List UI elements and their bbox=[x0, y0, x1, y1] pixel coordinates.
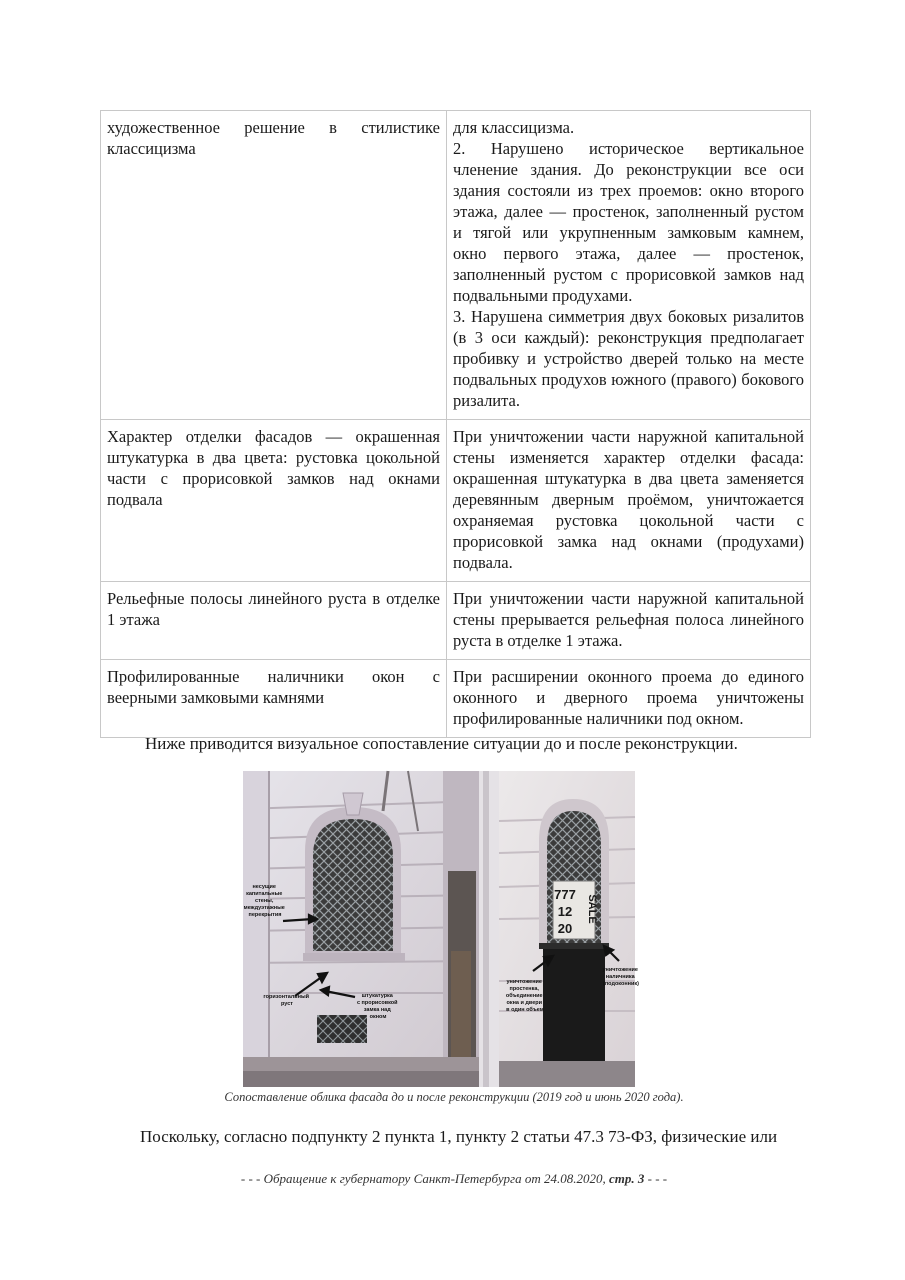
table-cell-right bbox=[447, 660, 811, 738]
table-cell-right bbox=[447, 420, 811, 582]
footer-page-number: стр. 3 bbox=[608, 1171, 645, 1186]
body-paragraph: Поскольку, согласно подпункту 2 пункта 1, пункту 2 статьи 47.3 73-ФЗ, физические или bbox=[140, 1127, 778, 1146]
cell-text: При уничтожении части наружной капитальной стены прерывается рельефная полоса линейного руста в отделке 1 этажа. bbox=[453, 589, 804, 650]
cell-text: художественное решение в стилистике классицизма bbox=[107, 118, 440, 158]
comparison-table bbox=[100, 110, 811, 738]
table-cell-left bbox=[101, 660, 447, 738]
table-row bbox=[101, 111, 811, 420]
intro-paragraph: Ниже приводится визуальное сопоставление ситуации до и после реконструкции. bbox=[145, 734, 738, 753]
sign-number-2: 12 bbox=[557, 904, 573, 919]
sign-number-1: 777 bbox=[554, 887, 576, 902]
footer-suffix: - - - bbox=[644, 1171, 668, 1186]
sign-number-3: 20 bbox=[557, 921, 573, 936]
cell-text: для классицизма. bbox=[453, 118, 575, 137]
label-rust: горизонтальный руст bbox=[263, 994, 310, 1007]
table-row bbox=[101, 582, 811, 660]
footer-prefix: - - - Обращение к губернатору Санкт-Петербурга от 24.08.2020, bbox=[240, 1171, 609, 1186]
table-cell-left bbox=[101, 420, 447, 582]
cell-text: Характер отделки фасадов — окрашенная штукатурка в два цвета: рустовка цокольной части с прорисовкой замков над окнами подвала bbox=[107, 427, 440, 509]
cell-text: При расширении оконного проема до единого оконного и дверного проема уничтожены профилированные наличники под окном. bbox=[453, 667, 804, 728]
table-cell-right bbox=[447, 582, 811, 660]
table-cell-left bbox=[101, 582, 447, 660]
table-row bbox=[101, 660, 811, 738]
sign-word: SALE bbox=[586, 894, 598, 924]
facade-comparison-photo bbox=[243, 771, 639, 1087]
table-row bbox=[101, 420, 811, 582]
cell-text: 2. Нарушено историческое вертикальное членение здания. До реконструкции все оси здания состояли из трех проемов: окно второго этажа, далее — простенок, заполненный рустом и тягой или укрупненным замковым камнем, окно первого этажа, далее — простенок, заполненный рустом с прорисовкой замков над подвальными продухами. bbox=[453, 139, 804, 305]
cell-text: Рельефные полосы линейного руста в отделке 1 этажа bbox=[107, 589, 440, 629]
photo-caption: Сопоставление облика фасада до и после реконструкции (2019 год и июнь 2020 года). bbox=[224, 1090, 684, 1104]
label-pier: уничтожение простенка, объединение окна и двери в один объем bbox=[505, 979, 544, 1013]
table-cell-right bbox=[447, 111, 811, 420]
label-wall: несущие капитальные стены, междуэтажные перекрытия bbox=[243, 884, 285, 918]
table-cell-left bbox=[101, 111, 447, 420]
cell-text: 3. Нарушена симметрия двух боковых ризалитов (в 3 оси каждый): реконструкция предполагает пробивку и устройство дверей только на месте подвальных продухов южного (правого) бокового ризалита. bbox=[453, 307, 804, 410]
cell-text: Профилированные наличники окон с веерными замковыми камнями bbox=[107, 667, 440, 707]
page-footer bbox=[100, 1171, 808, 1187]
label-trim: уничтожение наличника (подоконник) bbox=[602, 967, 639, 987]
before-photo bbox=[243, 771, 479, 1087]
label-plaster: штукатурка с прорисовкой замка над окном bbox=[356, 993, 398, 1020]
cell-text: При уничтожении части наружной капитальной стены изменяется характер отделки фасада: окрашенная штукатурка в два цвета заменяется деревянным дверным проёмом, уничтожается охраняемая рустовка цокольной части с прорисовкой замка над окнами (продухами) подвала. bbox=[453, 427, 804, 572]
